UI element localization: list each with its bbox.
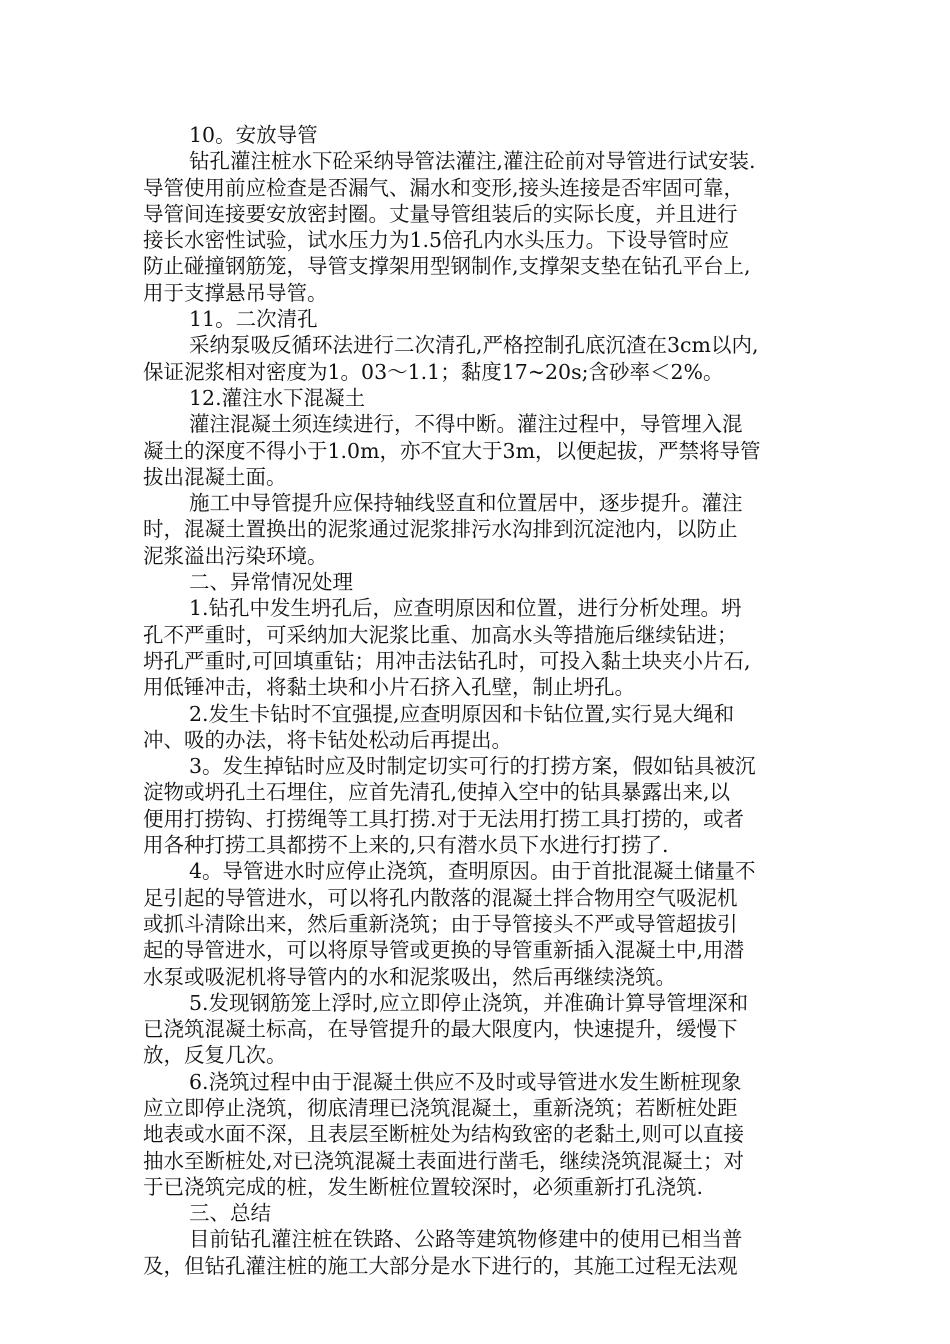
paragraph-line: 及，但钻孔灌注桩的施工大部分是水下进行的，其施工过程无法观: [143, 1253, 738, 1278]
paragraph-line: 坍孔严重时,可回填重钻；用冲击法钻孔时，可投入黏土块夹小片石,: [143, 648, 751, 673]
paragraph-line: 足引起的导管进水，可以将孔内散落的混凝土拌合物用空气吸泥机: [143, 885, 738, 910]
paragraph-line: 拔出混凝土面。: [143, 464, 287, 489]
section-heading-11: 11。二次清孔: [189, 307, 318, 332]
paragraph-line: 防止碰撞钢筋笼，导管支撑架用型钢制作,支撑架支垫在钻孔平台上,: [143, 254, 751, 279]
section-heading-10: 10。安放导管: [189, 123, 318, 147]
paragraph-line: 孔不严重时，可采纳加大泥浆比重、加高水头等措施后继续钻进；: [143, 622, 738, 647]
paragraph-line: 保证泥浆相对密度为1。03～1.1；黏度17~20s;含砂率＜2%。: [143, 359, 724, 384]
paragraph-line: 4。导管进水时应停止浇筑，查明原因。由于首批混凝土储量不: [189, 859, 756, 884]
paragraph-line: 5.发现钢筋笼上浮时,应立即停止浇筑，并准确计算导管埋深和: [189, 990, 749, 1015]
paragraph-line: 淀物或坍孔土石埋住，应首先清孔,使掉入空中的钻具暴露出来,以: [143, 780, 731, 805]
paragraph-line: 抽水至断桩处,对已浇筑混凝土表面进行凿毛，继续浇筑混凝土；对: [143, 1148, 745, 1173]
section-heading-abnormal-handling: 二、异常情况处理: [189, 570, 353, 595]
paragraph-line: 起的导管进水，可以将原导管或更换的导管重新插入混凝土中,用潜: [143, 938, 745, 963]
document-body: [143, 122, 833, 1279]
paragraph-line: 导管使用前应检查是否漏气、漏水和变形,接头连接是否牢固可靠，: [143, 175, 745, 200]
paragraph-line: 钻孔灌注桩水下砼采纳导管法灌注,灌注砼前对导管进行试安装.: [189, 149, 756, 174]
paragraph-line: 1.钻孔中发生坍孔后，应查明原因和位置，进行分析处理。坍: [189, 596, 742, 621]
paragraph-line: 目前钻孔灌注桩在铁路、公路等建筑物修建中的使用已相当普: [189, 1227, 743, 1252]
paragraph-line: 便用打捞钩、打捞绳等工具打捞.对于无法用打捞工具打捞的，或者: [143, 806, 745, 831]
paragraph-line: 于已浇筑完成的桩，发生断桩位置较深时，必须重新打孔浇筑.: [143, 1174, 704, 1199]
paragraph-line: 6.浇筑过程中由于混凝土供应不及时或导管进水发生断桩现象: [189, 1069, 742, 1094]
paragraph-line: 凝土的深度不得小于1.0m，亦不宜大于3m，以便起拔，严禁将导管: [143, 438, 761, 463]
paragraph-line: 泥浆溢出污染环境。: [143, 543, 328, 568]
paragraph-line: 或抓斗清除出来，然后重新浇筑；由于导管接头不严或导管超拔引: [143, 911, 738, 936]
paragraph-line: 地表或水面不深，且表层至断桩处为结构致密的老黏土,则可以直接: [143, 1122, 745, 1147]
paragraph-line: 导管间连接要安放密封圈。丈量导管组装后的实际长度，并且进行: [143, 201, 738, 226]
paragraph-line: 水泵或吸泥机将导管内的水和泥浆吸出，然后再继续浇筑。: [143, 964, 676, 989]
paragraph-line: 3。发生掉钻时应及时制定切实可行的打捞方案，假如钻具被沉: [189, 754, 756, 779]
paragraph-line: 接长水密性试验，试水压力为1.5倍孔内水头压力。下设导管时应: [143, 228, 730, 253]
paragraph-line: 用低锤冲击，将黏土块和小片石挤入孔壁，制止坍孔。: [143, 675, 635, 700]
paragraph-line: 2.发生卡钻时不宜强提,应查明原因和卡钻位置,实行晃大绳和: [189, 701, 735, 726]
paragraph-line: 放，反复几次。: [143, 1043, 287, 1068]
paragraph-line: 时，混凝土置换出的泥浆通过泥浆排污水沟排到沉淀池内，以防止: [143, 517, 738, 542]
paragraph-line: 采纳泵吸反循环法进行二次清孔,严格控制孔底沉渣在3cm以内,: [189, 333, 759, 358]
paragraph-line: 用各种打捞工具都捞不上来的,只有潜水员下水进行打捞了.: [143, 833, 669, 858]
section-heading-summary: 三、总结: [189, 1201, 271, 1226]
section-heading-12: 12.灌注水下混凝土: [189, 385, 366, 410]
paragraph-line: 用于支撑悬吊导管。: [143, 280, 328, 305]
paragraph-line: 灌注混凝土须连续进行，不得中断。灌注过程中，导管埋入混: [189, 412, 743, 437]
paragraph-line: 应立即停止浇筑，彻底清理已浇筑混凝土，重新浇筑；若断桩处距: [143, 1095, 738, 1120]
paragraph-line: 施工中导管提升应保持轴线竖直和位置居中，逐步提升。灌注: [189, 491, 743, 516]
paragraph-line: 冲、吸的办法，将卡钻处松动后再提出。: [143, 727, 512, 752]
paragraph-line: 已浇筑混凝土标高，在导管提升的最大限度内，快速提升，缓慢下: [143, 1017, 738, 1042]
